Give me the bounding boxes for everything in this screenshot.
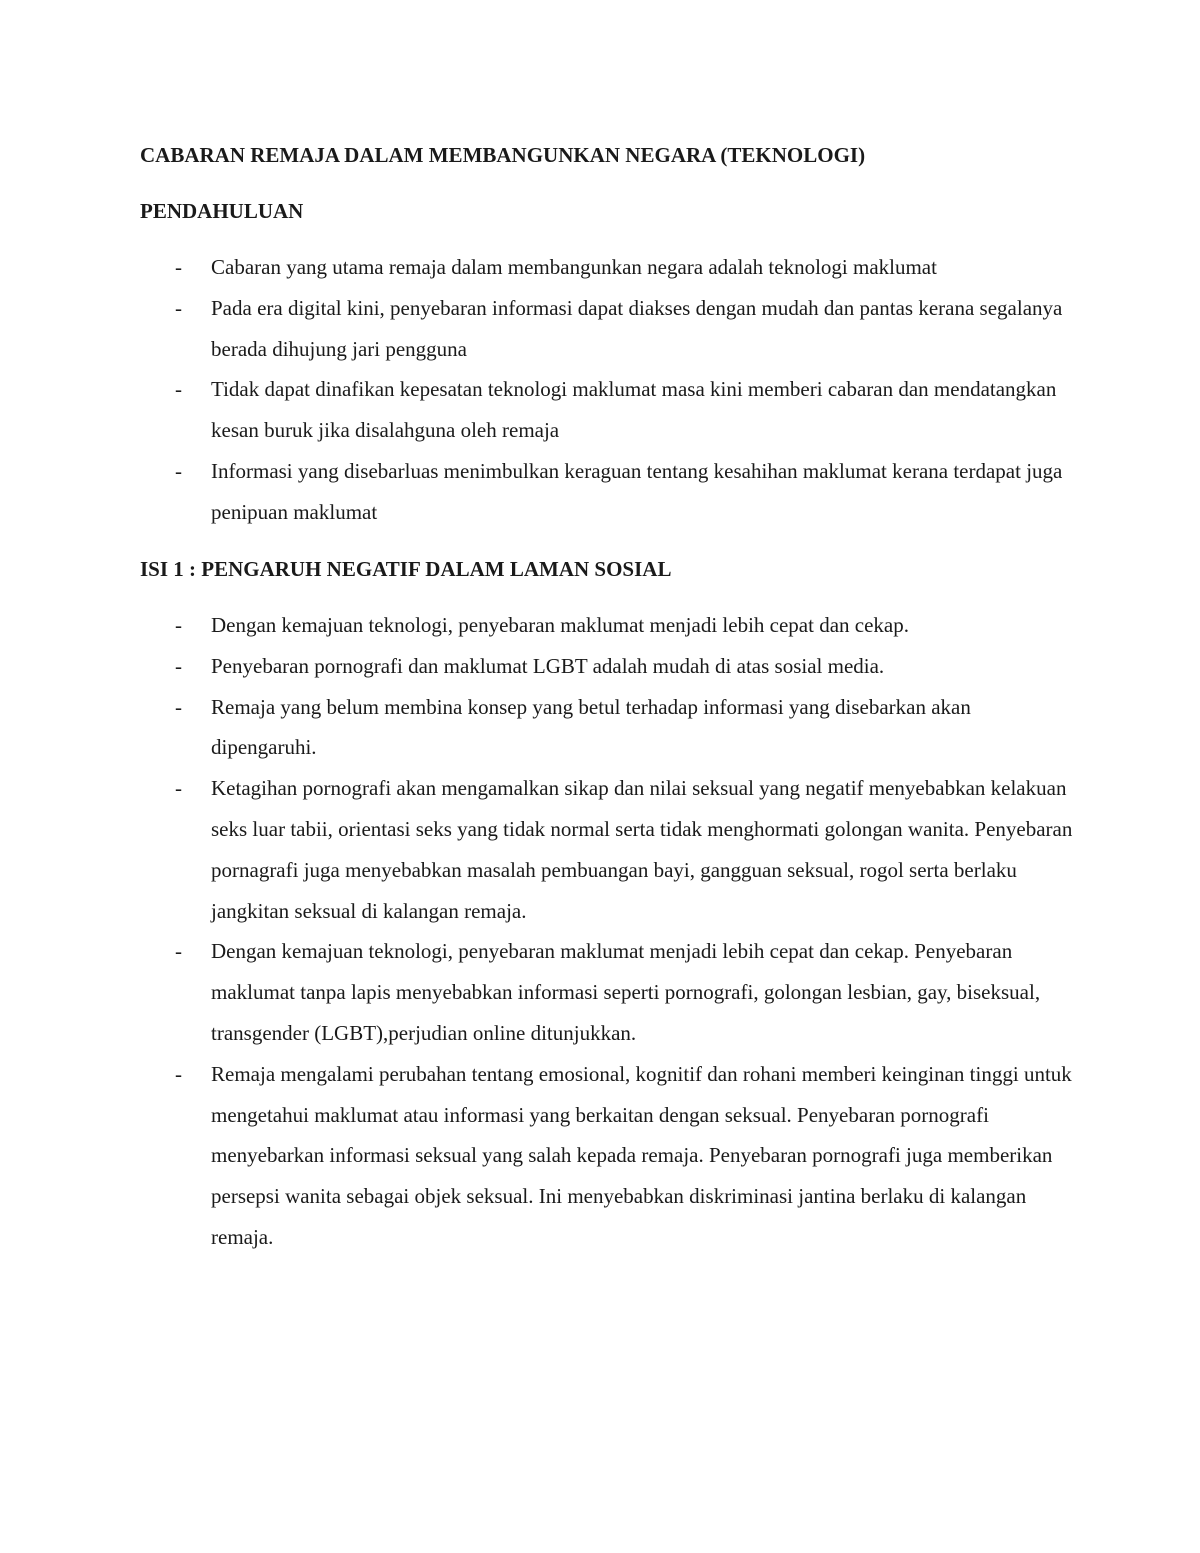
list-item [140,1054,1080,1258]
list-item [140,605,1080,646]
list-item-text: Penyebaran pornografi dan maklumat LGBT adalah mudah di atas sosial media. [211,653,885,678]
section-heading-pendahuluan: PENDAHULUAN [140,199,304,223]
bullet-dash: - [175,295,182,320]
list-item-text: Tidak dapat dinafikan kepesatan teknologi maklumat masa kini memberi cabaran dan mendatangkan kesan buruk jika disalahguna oleh remaja [211,377,1057,443]
bullet-dash: - [175,776,182,801]
list-item-text: Cabaran yang utama remaja dalam membangunkan negara adalah teknologi maklumat [211,255,937,279]
bullet-dash: - [175,939,182,964]
bullet-list-isi-1 [140,605,1080,1258]
list-item-text: Remaja mengalami perubahan tentang emosional, kognitif dan rohani memberi keinginan tinggi untuk mengetahui maklumat atau informasi yang berkaitan dengan seksual. Penyebaran pornografi menyebarkan informasi seksual yang salah kepada remaja. Penyebaran pornografi juga memberikan persepsi wanita sebagai objek seksual. Ini menyebabkan diskriminasi jantina berlaku di kalangan remaja. [211,1061,1072,1249]
list-item-text: Ketagihan pornografi akan mengamalkan sikap dan nilai seksual yang negatif menyebabkan kelakuan seks luar tabii, orientasi seks yang tidak normal serta tidak menghormati golongan wanita. Penyebaran pornagrafi juga menyebabkan masalah pembuangan bayi, gangguan seksual, rogol serta berlaku jangkitan seksual di kalangan remaja. [211,776,1073,923]
document-title: CABARAN REMAJA DALAM MEMBANGUNKAN NEGARA (TEKNOLOGI) [140,143,866,167]
list-item [140,931,1080,1053]
list-item-text: Remaja yang belum membina konsep yang betul terhadap informasi yang disebarkan akan dipengaruhi. [211,694,971,760]
bullet-dash: - [175,613,182,637]
section-heading-isi-1: ISI 1 : PENGARUH NEGATIF DALAM LAMAN SOSIAL [140,557,672,581]
bullet-dash: - [175,377,182,402]
list-item [140,646,1080,687]
bullet-dash: - [175,1061,182,1086]
bullet-list-pendahuluan [140,247,1080,533]
bullet-dash: - [175,255,182,279]
bullet-dash: - [175,458,182,483]
bullet-dash: - [175,653,182,678]
list-item [140,768,1080,931]
list-item [140,687,1080,769]
list-item [140,369,1080,451]
list-item [140,451,1080,533]
list-item-text: Dengan kemajuan teknologi, penyebaran maklumat menjadi lebih cepat dan cekap. [211,613,909,637]
list-item [140,247,1080,288]
list-item-text: Informasi yang disebarluas menimbulkan keraguan tentang kesahihan maklumat kerana terdapat juga penipuan maklumat [211,458,1063,524]
bullet-dash: - [175,694,182,719]
list-item-text: Pada era digital kini, penyebaran informasi dapat diakses dengan mudah dan pantas kerana segalanya berada dihujung jari pengguna [211,295,1063,361]
list-item-text: Dengan kemajuan teknologi, penyebaran maklumat menjadi lebih cepat dan cekap. Penyebaran maklumat tanpa lapis menyebabkan informasi seperti pornografi, golongan lesbian, gay, biseksual, transgender (LGBT),perjudian online ditunjukkan. [211,939,1041,1045]
list-item [140,288,1080,370]
